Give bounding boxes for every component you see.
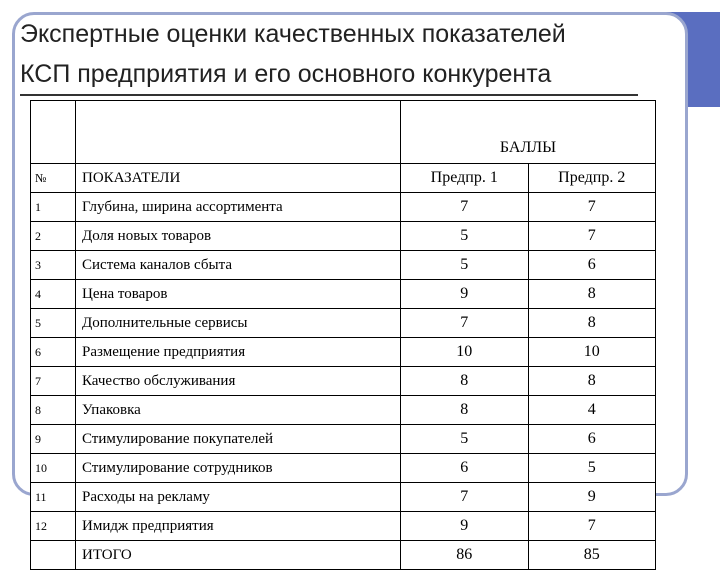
row-indicator: Расходы на рекламу	[76, 483, 401, 512]
table-row	[31, 280, 656, 309]
row-number: 5	[31, 309, 76, 338]
row-score-company-1: 5	[401, 251, 529, 280]
row-score-company-1: 5	[401, 425, 529, 454]
row-score-company-1: 6	[401, 454, 529, 483]
row-score-company-1: 8	[401, 367, 529, 396]
title-line-2: КСП предприятия и его основного конкурента	[20, 60, 552, 88]
table-row	[31, 309, 656, 338]
row-score-company-1: 9	[401, 280, 529, 309]
row-number: 9	[31, 425, 76, 454]
row-score-company-1: 7	[401, 309, 529, 338]
row-number: 3	[31, 251, 76, 280]
table-total-row	[31, 541, 656, 570]
title-underline	[20, 94, 638, 96]
row-score-company-2: 7	[528, 193, 656, 222]
header-company-2: Предпр. 2	[528, 164, 656, 193]
row-number: 12	[31, 512, 76, 541]
total-company-1: 86	[401, 541, 529, 570]
row-score-company-2: 9	[528, 483, 656, 512]
row-number: 11	[31, 483, 76, 512]
row-indicator: Имидж предприятия	[76, 512, 401, 541]
row-indicator: Цена товаров	[76, 280, 401, 309]
row-number: 10	[31, 454, 76, 483]
row-score-company-1: 7	[401, 483, 529, 512]
row-score-company-1: 5	[401, 222, 529, 251]
header-indicator: ПОКАЗАТЕЛИ	[76, 164, 401, 193]
row-number: 7	[31, 367, 76, 396]
table-row	[31, 454, 656, 483]
total-empty	[31, 541, 76, 570]
row-number: 6	[31, 338, 76, 367]
row-score-company-1: 10	[401, 338, 529, 367]
row-number: 8	[31, 396, 76, 425]
table-row	[31, 367, 656, 396]
table-row	[31, 483, 656, 512]
row-score-company-1: 7	[401, 193, 529, 222]
table-row	[31, 222, 656, 251]
empty-cell	[76, 101, 401, 164]
table-row	[31, 251, 656, 280]
row-score-company-2: 4	[528, 396, 656, 425]
row-indicator: Упаковка	[76, 396, 401, 425]
table-row	[31, 338, 656, 367]
empty-cell	[31, 101, 76, 164]
row-score-company-1: 8	[401, 396, 529, 425]
row-indicator: Доля новых товаров	[76, 222, 401, 251]
table-group-header-row	[31, 101, 656, 164]
row-indicator: Глубина, ширина ассортимента	[76, 193, 401, 222]
row-score-company-1: 9	[401, 512, 529, 541]
row-score-company-2: 10	[528, 338, 656, 367]
header-company-1: Предпр. 1	[401, 164, 529, 193]
row-number: 2	[31, 222, 76, 251]
row-indicator: Стимулирование покупателей	[76, 425, 401, 454]
row-indicator: Качество обслуживания	[76, 367, 401, 396]
scores-table	[30, 100, 656, 570]
row-indicator: Стимулирование сотрудников	[76, 454, 401, 483]
row-indicator: Дополнительные сервисы	[76, 309, 401, 338]
header-num: №	[31, 164, 76, 193]
row-indicator: Система каналов сбыта	[76, 251, 401, 280]
row-score-company-2: 5	[528, 454, 656, 483]
group-header-scores: БАЛЛЫ	[401, 101, 656, 164]
table-row	[31, 193, 656, 222]
row-score-company-2: 6	[528, 251, 656, 280]
title-line-1: Экспертные оценки качественных показателей	[20, 20, 566, 48]
table-row	[31, 512, 656, 541]
row-score-company-2: 7	[528, 512, 656, 541]
table-row	[31, 396, 656, 425]
row-score-company-2: 7	[528, 222, 656, 251]
row-number: 4	[31, 280, 76, 309]
table-header-row	[31, 164, 656, 193]
row-number: 1	[31, 193, 76, 222]
row-score-company-2: 6	[528, 425, 656, 454]
total-company-2: 85	[528, 541, 656, 570]
slide-title	[20, 14, 660, 94]
table-row	[31, 425, 656, 454]
total-label: ИТОГО	[76, 541, 401, 570]
row-score-company-2: 8	[528, 309, 656, 338]
row-score-company-2: 8	[528, 280, 656, 309]
row-indicator: Размещение предприятия	[76, 338, 401, 367]
row-score-company-2: 8	[528, 367, 656, 396]
